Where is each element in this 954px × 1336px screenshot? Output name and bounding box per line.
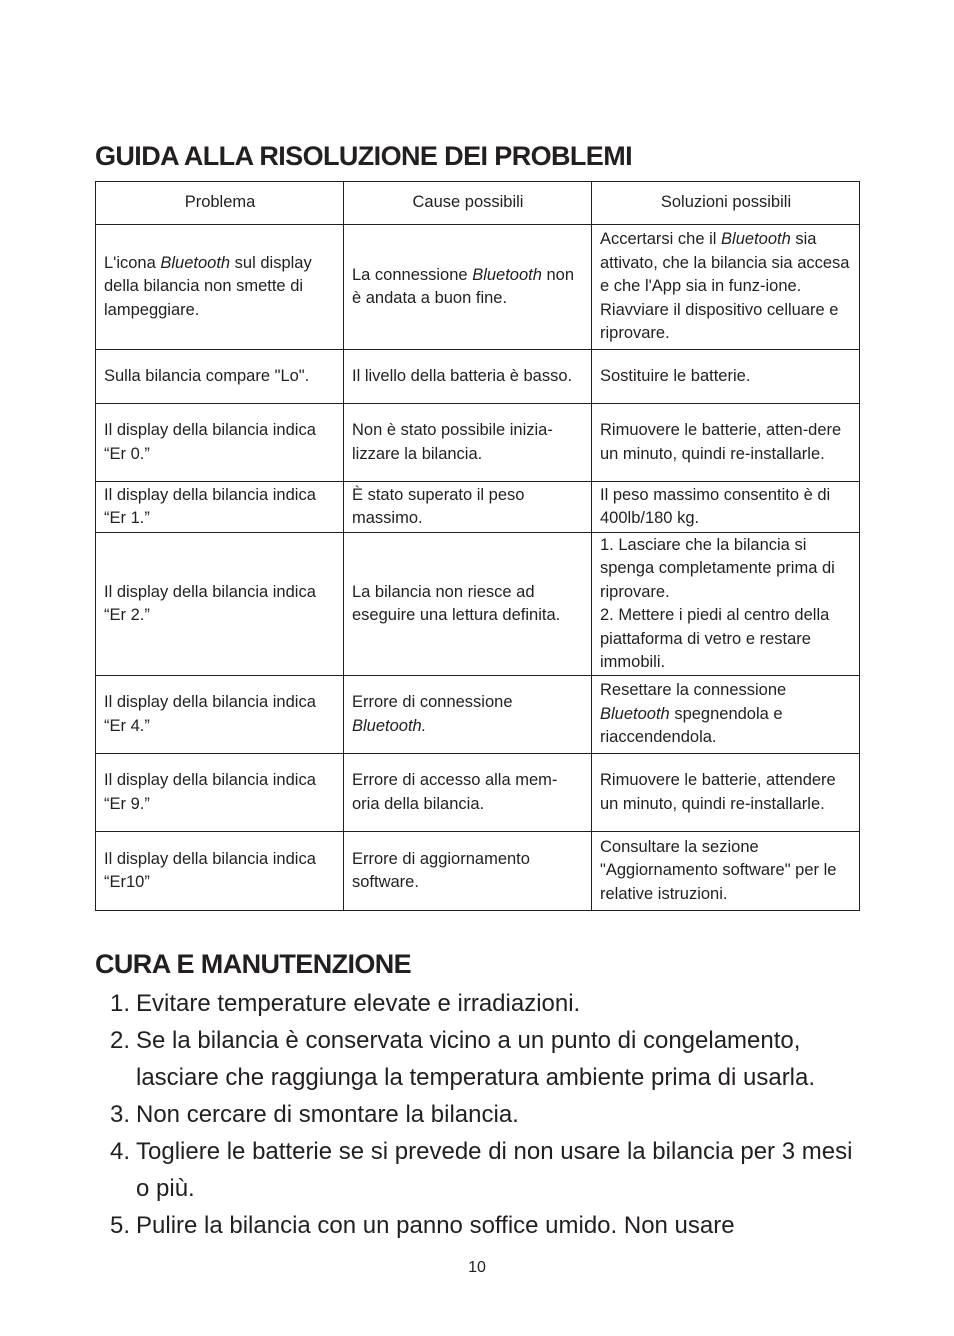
care-title: CURA E MANUTENZIONE xyxy=(95,949,412,979)
page-number: 10 xyxy=(468,1259,486,1276)
table-cell-problem xyxy=(96,404,344,482)
table-header-row xyxy=(96,182,860,225)
cell-text: Il display della bilancia indica “Er 2.” xyxy=(104,582,316,624)
cell-text: non è andata a buon fine. xyxy=(352,265,575,307)
list-item xyxy=(110,1096,870,1133)
cell-text: Resettare la connessione xyxy=(600,681,787,700)
cell-text: Accertarsi che il xyxy=(600,230,722,249)
table-row xyxy=(96,832,860,911)
table-cell-problem xyxy=(96,482,344,533)
table-cell-problem xyxy=(96,225,344,350)
list-item-number: 4. xyxy=(110,1138,131,1165)
list-item-text: Non cercare di smontare la bilancia. xyxy=(136,1101,519,1128)
table-row xyxy=(96,482,860,533)
cell-text: 1. Lasciare che la bilancia si spenga completamente prima di riprovare. xyxy=(600,535,835,601)
list-item-text: Evitare temperature elevate e irradiazioni. xyxy=(136,990,581,1017)
cell-text: Errore di connessione xyxy=(352,693,513,711)
cell-text: Sostituire le batterie. xyxy=(600,366,751,385)
cell-text: Il peso massimo consentito è di 400lb/180 kg. xyxy=(600,485,831,527)
cell-text: spegnendola e riaccendendola. xyxy=(600,704,783,747)
table-cell-cause xyxy=(344,350,592,404)
table-cell-cause xyxy=(344,676,592,754)
table-row xyxy=(96,350,860,404)
list-item xyxy=(110,1133,870,1207)
column-header-causes: Cause possibili xyxy=(344,182,592,225)
table-row xyxy=(96,754,860,832)
italic-text: Bluetooth xyxy=(472,265,542,284)
table-cell-problem xyxy=(96,754,344,832)
cell-text: La connessione xyxy=(352,265,473,284)
cell-text: Sulla bilancia compare "Lo". xyxy=(104,366,310,385)
table-cell-problem xyxy=(96,533,344,676)
table-cell-solution xyxy=(592,404,860,482)
list-item-number: 2. xyxy=(110,1027,131,1054)
cell-text: Il display della bilancia indica “Er10” xyxy=(104,849,316,891)
care-list xyxy=(110,985,870,1244)
list-item xyxy=(110,1022,870,1096)
italic-text: Bluetooth. xyxy=(352,716,427,735)
cell-text: sia attivato, che la bilancia sia accesa e che l'App sia in funz-ione. Riavviare il dispositivo celluare e riprovare. xyxy=(600,230,850,343)
list-item-number: 3. xyxy=(110,1101,131,1128)
cell-text: Il display della bilancia indica “Er 1.” xyxy=(104,485,316,527)
cell-text: Rimuovere le batterie, attendere un minuto, quindi re-installarle. xyxy=(600,771,836,813)
table-cell-cause xyxy=(344,404,592,482)
list-item xyxy=(110,1207,870,1244)
cell-text: 2. Mettere i piedi al centro della piattaforma di vetro e restare immobili. xyxy=(600,606,830,671)
list-item-text: Se la bilancia è conservata vicino a un punto di congelamento, lasciare che raggiunga la temperatura ambiente prima di usarla. xyxy=(136,1027,816,1091)
cell-text: Il display della bilancia indica “Er 4.” xyxy=(104,693,316,735)
table-cell-cause xyxy=(344,533,592,676)
table-cell-cause xyxy=(344,832,592,911)
list-item-number: 1. xyxy=(110,990,131,1017)
column-header-problem: Problema xyxy=(96,182,344,225)
cell-text: L'icona xyxy=(104,253,161,272)
cell-text: Consultare la sezione "Aggiornamento software" per le relative istruzioni. xyxy=(600,837,837,903)
troubleshooting-table-body xyxy=(96,225,860,911)
table-row xyxy=(96,404,860,482)
cell-text: sul display della bilancia non smette di lampeggiare. xyxy=(104,253,312,319)
cell-text: La bilancia non riesce ad eseguire una lettura definita. xyxy=(352,582,561,624)
table-cell-problem xyxy=(96,676,344,754)
cell-text: Il display della bilancia indica “Er 9.” xyxy=(104,771,316,813)
list-item-text: Togliere le batterie se si prevede di non usare la bilancia per 3 mesi o più. xyxy=(136,1138,853,1202)
table-cell-solution xyxy=(592,754,860,832)
table-cell-cause xyxy=(344,225,592,350)
table-cell-solution xyxy=(592,350,860,404)
italic-text: Bluetooth xyxy=(600,704,670,723)
column-header-solutions: Soluzioni possibili xyxy=(592,182,860,225)
troubleshooting-table xyxy=(95,181,860,911)
cell-text: Il livello della batteria è basso. xyxy=(352,366,573,385)
table-cell-solution xyxy=(592,225,860,350)
table-row xyxy=(96,225,860,350)
list-item-text: Pulire la bilancia con un panno soffice umido. Non usare xyxy=(136,1212,735,1239)
table-cell-solution xyxy=(592,482,860,533)
table-cell-solution xyxy=(592,676,860,754)
list-item xyxy=(110,985,870,1022)
table-row xyxy=(96,533,860,676)
cell-text: Rimuovere le batterie, atten-dere un minuto, quindi re-installarle. xyxy=(600,421,842,463)
table-cell-solution xyxy=(592,832,860,911)
table-cell-solution xyxy=(592,533,860,676)
cell-text: Errore di aggiornamento software. xyxy=(352,849,530,891)
troubleshooting-title: GUIDA ALLA RISOLUZIONE DEI PROBLEMI xyxy=(95,141,632,171)
italic-text: Bluetooth xyxy=(160,253,231,272)
table-cell-cause xyxy=(344,754,592,832)
table-cell-cause xyxy=(344,482,592,533)
list-item-number: 5. xyxy=(110,1212,131,1239)
cell-text: Il display della bilancia indica “Er 0.” xyxy=(104,421,316,463)
table-cell-problem xyxy=(96,832,344,911)
italic-text: Bluetooth xyxy=(721,230,791,249)
cell-text: È stato superato il peso massimo. xyxy=(352,485,525,527)
cell-text: Non è stato possibile inizia-lizzare la bilancia. xyxy=(352,421,553,463)
table-cell-problem xyxy=(96,350,344,404)
table-row xyxy=(96,676,860,754)
cell-text: Errore di accesso alla mem-oria della bilancia. xyxy=(352,771,558,813)
